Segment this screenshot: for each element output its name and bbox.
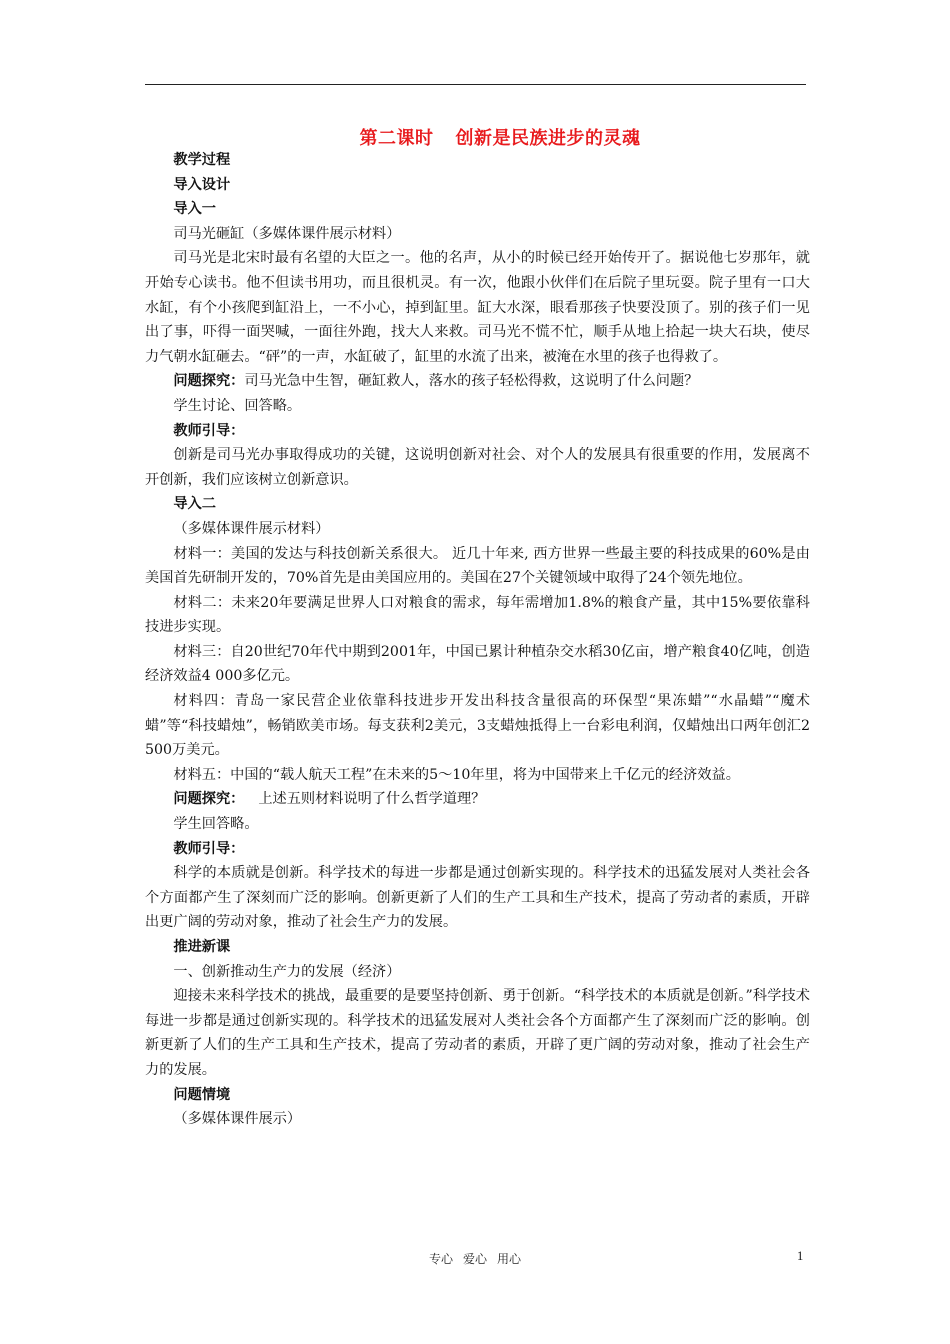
- document-body: [145, 148, 810, 1132]
- material-3: 材料三：自20世纪70年代中期到2001年，中国已累计种植杂交水稻30亿亩，增产粮食40亿吨，创造经济效益4 000多亿元。: [145, 643, 810, 685]
- heading-intro-2: 导入二: [173, 496, 216, 513]
- heading-intro-design: 导入设计: [173, 176, 231, 193]
- intro2-answer: 学生回答略。: [173, 816, 259, 833]
- intro1-source: 司马光砸缸（多媒体课件展示材料）: [173, 225, 401, 242]
- section-1-title: 一、创新推动生产力的发展（经济）: [173, 963, 401, 980]
- intro1-story: 司马光是北宋时最有名望的大臣之一。他的名声，从小的时候已经开始传开了。据说他七岁那年，就开始专心读书。他不但读书用功，而且很机灵。有一次，他跟小伙伴们在后院子里玩耍。院子里有一口大水缸，有个小孩爬到缸沿上，一不小心，掉到缸里。缸大水深，眼看那孩子快要没顶了。别的孩子们一见出了事，吓得一面哭喊，一面往外跑，找大人来救。司马光不慌不忙，顺手从地上拾起一块大石块，使尽力气朝水缸砸去。“砰”的一声，水缸破了，缸里的水流了出来，被淹在水里的孩子也得救了。: [145, 250, 810, 365]
- intro1-discussion: 学生讨论、回答略。: [173, 397, 302, 414]
- footer-middle: 爱心: [462, 1252, 487, 1266]
- inquiry-label: 问题探究：: [173, 373, 245, 390]
- section-1-paragraph: 迎接未来科学技术的挑战，最重要的是要坚持创新、勇于创新。“科学技术的本质就是创新。”科学技术每进一步都是通过创新实现的。科学技术的迅猛发展对人类社会各个方面都产生了深刻而广泛的影响。创新更新了人们的生产工具和生产技术，提高了劳动者的素质，开辟了更广阔的劳动对象，推动了社会生产力的发展。: [145, 988, 810, 1078]
- material-2: 材料二：未来20年要满足世界人口对粮食的需求，每年需增加1.8%的粮食产量，其中15%要依靠科技进步实现。: [145, 594, 810, 636]
- header-rule: [145, 84, 806, 85]
- situation-source: （多媒体课件展示）: [173, 1111, 302, 1128]
- intro1-guide-text: 创新是司马光办事取得成功的关键，这说明创新对社会、对个人的发展具有很重要的作用，发展离不开创新，我们应该树立创新意识。: [145, 447, 810, 488]
- material-4: 材料四：青岛一家民营企业依靠科技进步开发出科技含量很高的环保型“果冻蜡”“水晶蜡”“魔术蜡”等“科技蜡烛”，畅销欧美市场。每支获利2美元，3支蜡烛抵得上一台彩电利润，仅蜡烛出口两年创汇2 500万美元。: [145, 693, 810, 759]
- intro2-source: （多媒体课件展示材料）: [173, 520, 330, 537]
- footer-left: 专心: [428, 1252, 453, 1266]
- intro1-inquiry: [145, 369, 810, 394]
- heading-process: 教学过程: [173, 152, 231, 168]
- intro2-guide-label: 教师引导：: [173, 840, 245, 857]
- heading-intro-1: 导入一: [173, 201, 216, 218]
- title-topic: 创新是民族进步的灵魂: [455, 128, 641, 149]
- intro2-guide-text: 科学的本质就是创新。科学技术的每进一步都是通过创新实现的。科学技术的迅猛发展对人类社会各个方面都产生了深刻而广泛的影响。创新更新了人们的生产工具和生产技术，提高了劳动者的素质，开辟出更广阔的劳动对象，推动了社会生产力的发展。: [145, 865, 810, 931]
- intro2-inquiry: [145, 787, 810, 812]
- footer-right: 用心: [497, 1252, 522, 1266]
- intro2-inquiry-text: 上述五则材料说明了什么哲学道理？: [258, 791, 486, 808]
- material-5: 材料五：中国的“载人航天工程”在未来的5～10年里，将为中国带来上千亿元的经济效益。: [173, 766, 740, 783]
- inquiry-label: 问题探究：: [173, 791, 245, 808]
- heading-problem-situation: 问题情境: [173, 1086, 231, 1103]
- intro1-guide-label: 教师引导：: [173, 422, 245, 439]
- heading-new-lesson: 推进新课: [173, 939, 231, 955]
- page-number: 1: [797, 1249, 804, 1263]
- title-lesson: 第二课时: [359, 128, 434, 149]
- page-title: [145, 124, 855, 150]
- page-footer: [0, 1250, 950, 1267]
- intro1-inquiry-text: 司马光急中生智，砸缸救人，落水的孩子轻松得救，这说明了什么问题？: [244, 373, 699, 390]
- material-1: 材料一：美国的发达与科技创新关系很大。 近几十年来, 西方世界一些最主要的科技成果的60%是由美国首先研制开发的，70%首先是由美国应用的。美国在27个关键领域中取得了24个领先地位。: [145, 545, 810, 587]
